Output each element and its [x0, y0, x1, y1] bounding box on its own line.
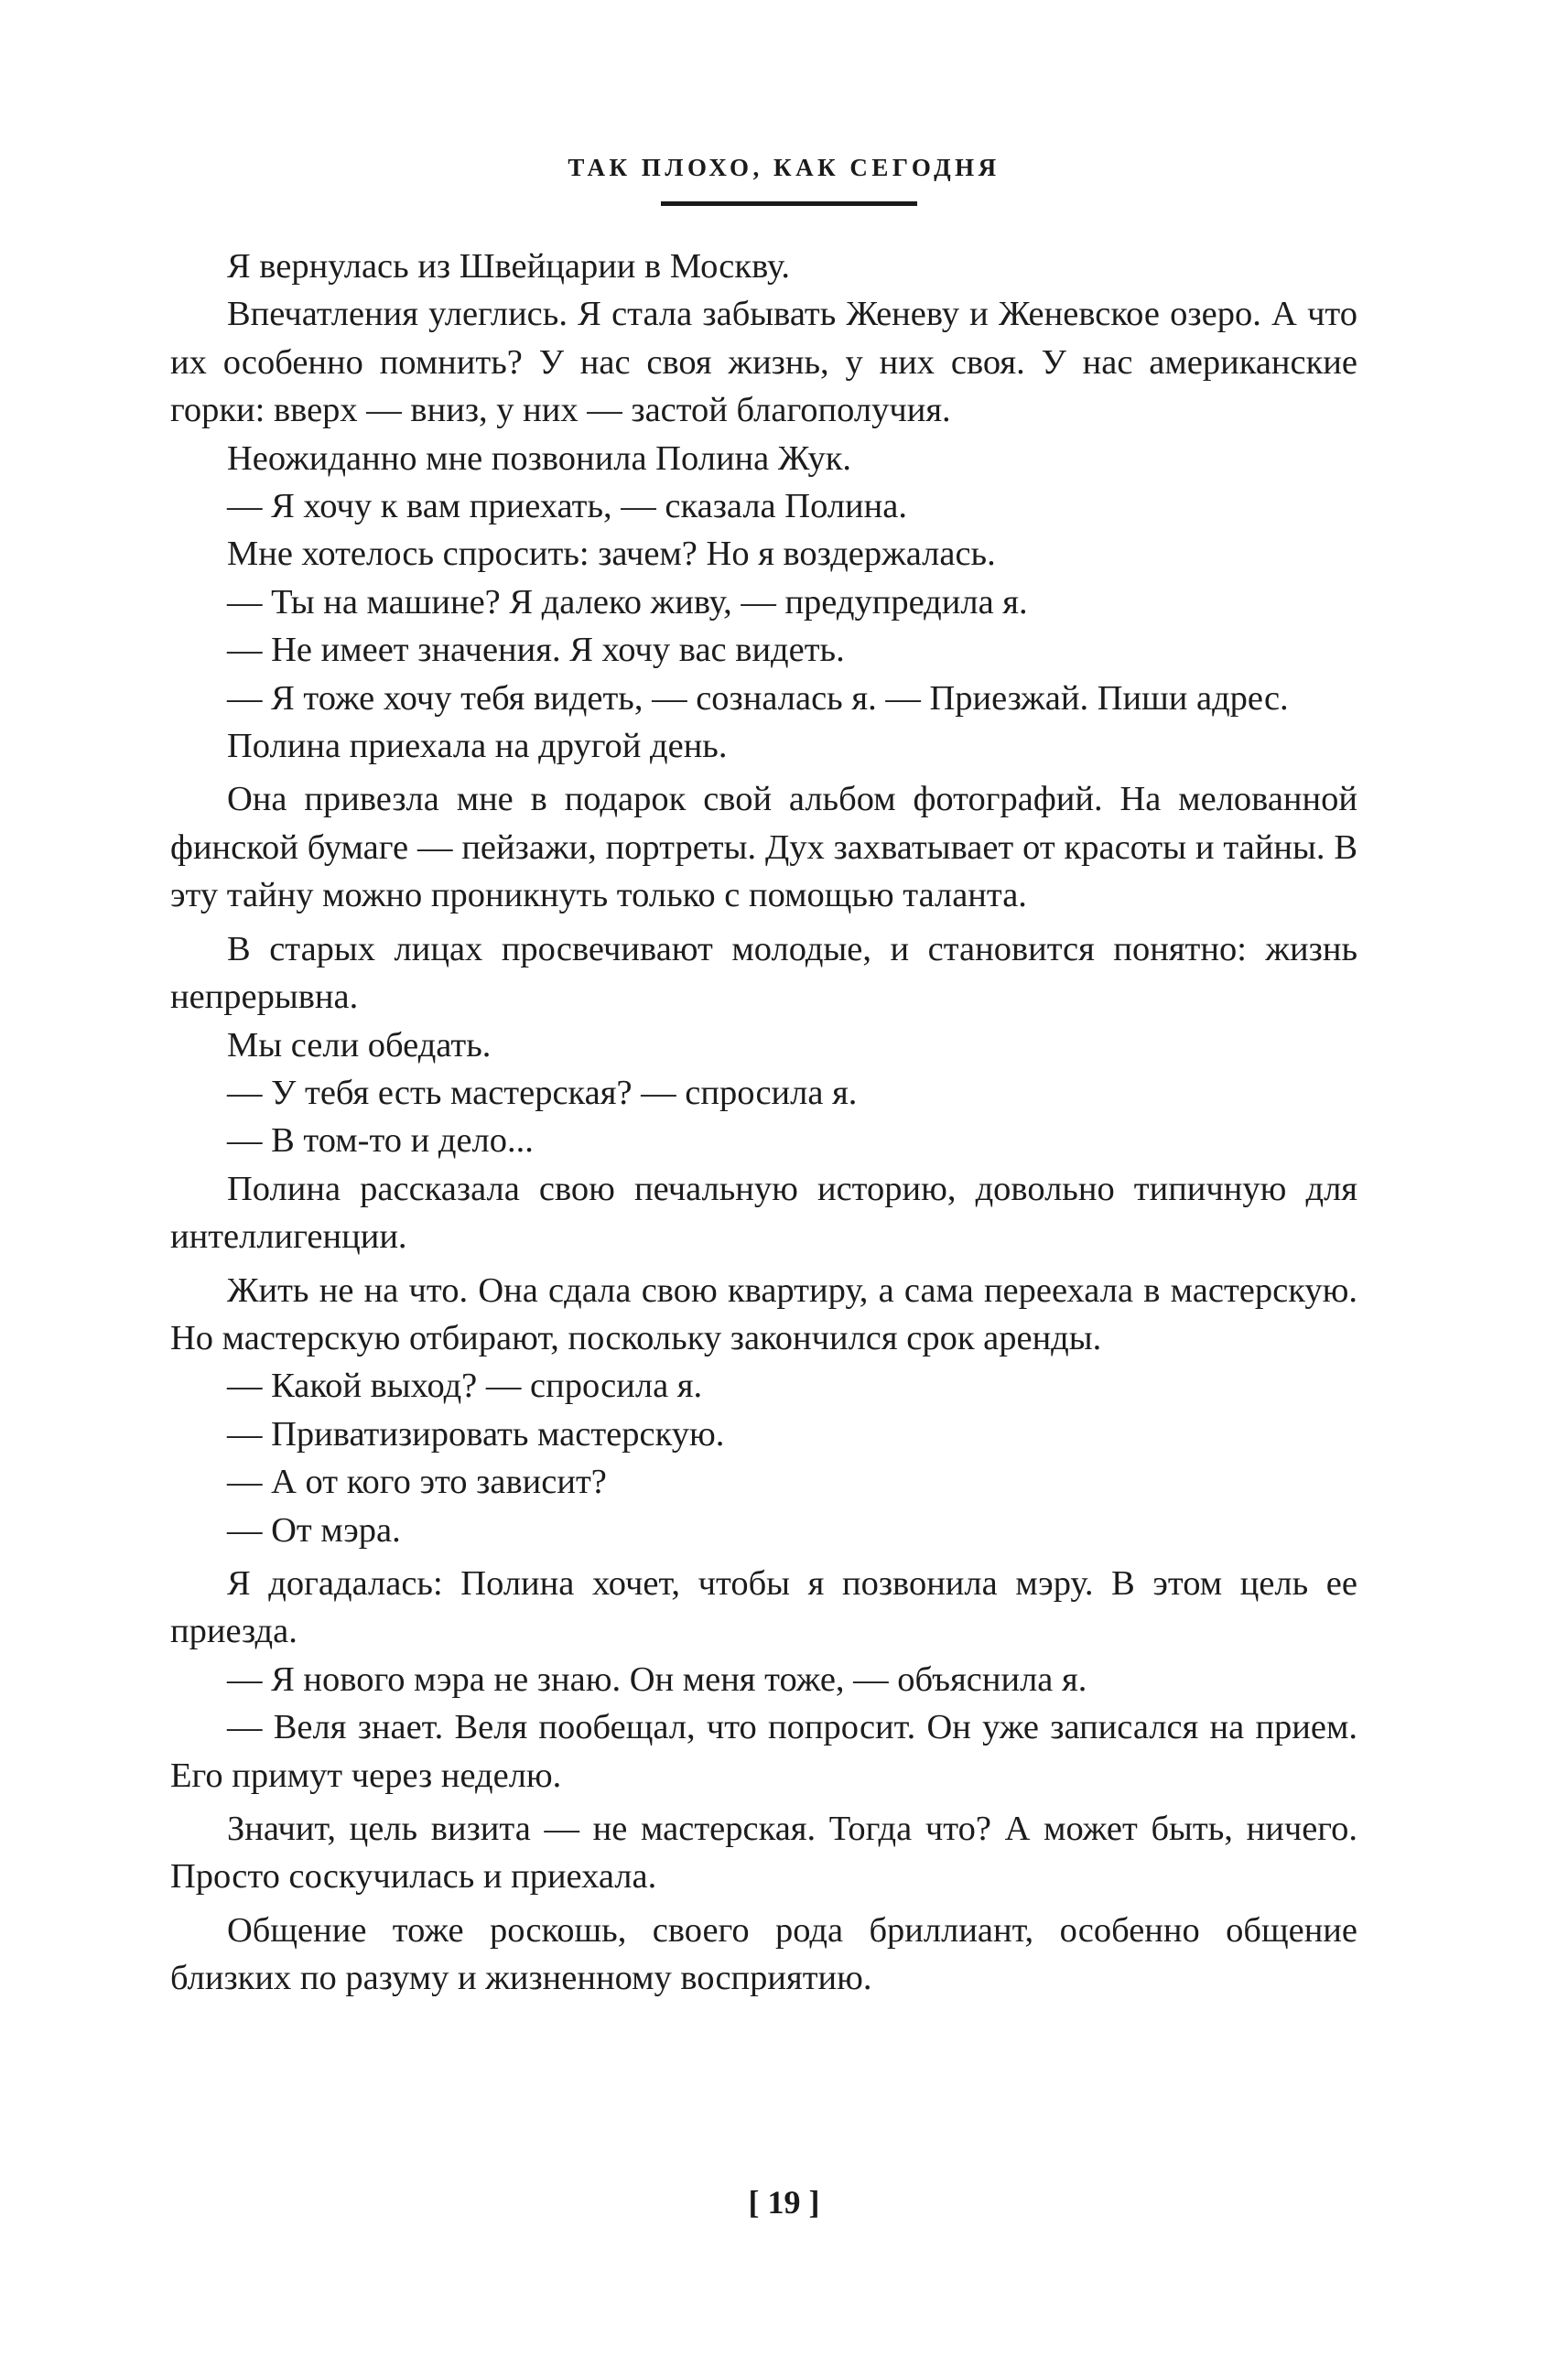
paragraph: Общение тоже роскошь, своего рода бриллиант, особенно общение близких по разуму и жизненному восприятию.: [170, 1910, 1357, 1998]
paragraph: — Я нового мэра не знаю. Он меня тоже, — объяснила я.: [227, 1659, 1087, 1699]
paragraph: Я вернулась из Швейцарии в Москву.: [227, 247, 790, 286]
running-head-rule: [661, 201, 917, 206]
paragraph: — Ты на машине? Я далеко живу, — предупредила я.: [227, 582, 1028, 622]
paragraph: — Какой выход? — спросила я.: [227, 1367, 703, 1406]
paragraph: Мне хотелось спросить: зачем? Но я воздержалась.: [227, 535, 996, 574]
paragraph: Я догадалась: Полина хочет, чтобы я позвонила мэру. В этом цель ее приезда.: [170, 1563, 1357, 1651]
paragraph: — В том-то и дело...: [227, 1121, 534, 1161]
paragraph: — От мэра.: [227, 1510, 401, 1550]
paragraph: Неожиданно мне позвонила Полина Жук.: [227, 438, 852, 478]
paragraph: В старых лицах просвечивают молодые, и становится понятно: жизнь непрерывна.: [170, 929, 1357, 1017]
paragraph: — Не имеет значения. Я хочу вас видеть.: [227, 631, 845, 670]
paragraph: — Я хочу к вам приехать, — сказала Полина.: [227, 487, 907, 526]
paragraph: — А от кого это зависит?: [227, 1463, 607, 1502]
running-head: ТАК ПЛОХО, КАК СЕГОДНЯ: [568, 154, 1000, 181]
paragraph: Значит, цель визита — не мастерская. Тогда что? А может быть, ничего. Просто соскучилась и приехала.: [170, 1810, 1357, 1897]
paragraph: — У тебя есть мастерская? — спросила я.: [227, 1073, 858, 1112]
body-text: [170, 243, 1357, 2003]
paragraph: Полина рассказала свою печальную историю, довольно типичную для интеллигенции.: [170, 1169, 1357, 1257]
paragraph: — Я тоже хочу тебя видеть, — созналась я. — Приезжай. Пиши адрес.: [227, 678, 1289, 718]
paragraph: Полина приехала на другой день.: [227, 727, 728, 766]
paragraph: — Приватизировать мастерскую.: [227, 1414, 725, 1454]
paragraph: — Веля знает. Веля пообещал, что попросит. Он уже записался на прием. Его примут через неделю.: [170, 1708, 1357, 1795]
paragraph: Мы сели обедать.: [227, 1025, 492, 1065]
paragraph: Жить не на что. Она сдала свою квартиру, а сама переехала в мастерскую. Но мастерскую отбирают, поскольку закончился срок аренды.: [170, 1270, 1357, 1357]
paragraph: Она привезла мне в подарок свой альбом фотографий. На мелованной финской бумаге — пейзажи, портреты. Дух захватывает от красоты и тайны. В эту тайну можно проникнуть только с помощью таланта.: [170, 780, 1357, 915]
page-number: [ 19 ]: [748, 2184, 820, 2221]
paragraph: Впечатления улеглись. Я стала забывать Женеву и Женевское озеро. А что их особенно помнить? У нас своя жизнь, у них своя. У нас американские горки: вверх — вниз, у них — застой благополучия.: [170, 295, 1357, 430]
